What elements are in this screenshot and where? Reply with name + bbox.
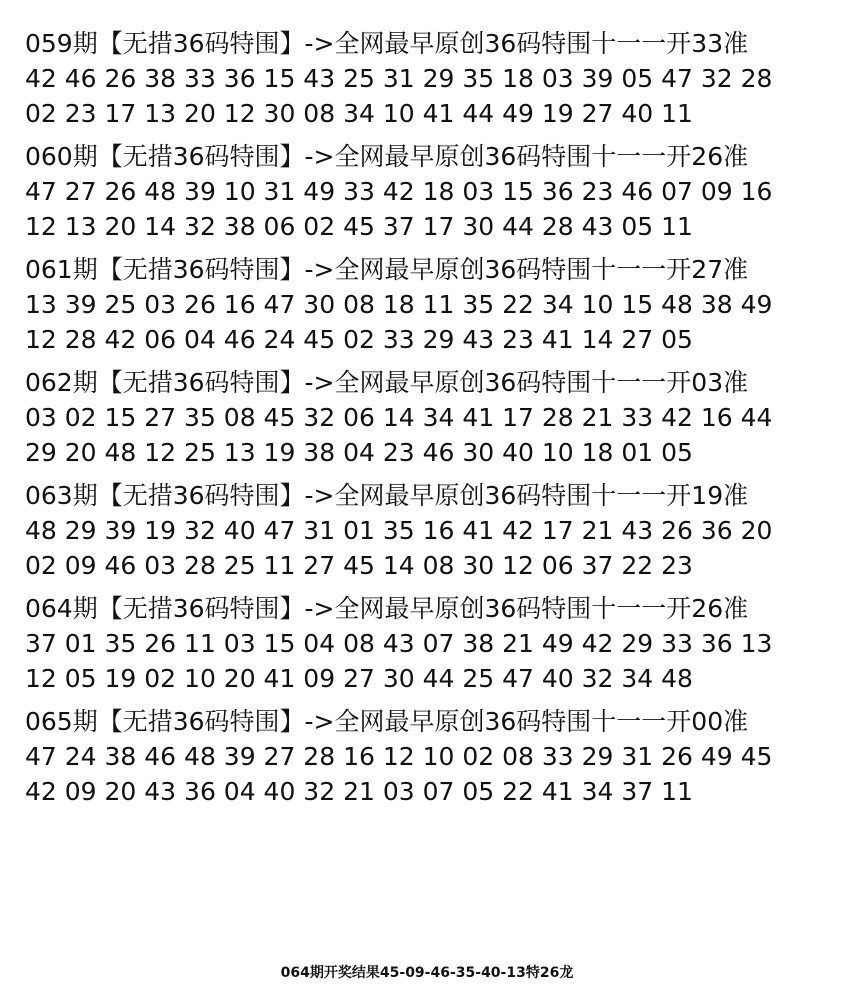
number-row: 48 29 39 19 32 40 47 31 01 35 16 41 42 17 21 43 26 36 20 [25, 516, 773, 545]
period-block-059 [25, 26, 825, 131]
period-header: 064期【无措36码特围】->全网最早原创36码特围十一一开26准 [25, 594, 749, 623]
draw-result: 064期开奖结果45-09-46-35-40-13特26龙 [280, 965, 574, 981]
number-row: 47 27 26 48 39 10 31 49 33 42 18 03 15 36 23 46 07 09 16 [25, 177, 773, 206]
period-header: 063期【无措36码特围】->全网最早原创36码特围十一一开19准 [25, 481, 749, 510]
number-row: 12 13 20 14 32 38 06 02 45 37 17 30 44 28 43 05 11 [25, 212, 693, 241]
number-row: 42 46 26 38 33 36 15 43 25 31 29 35 18 03 39 05 47 32 28 [25, 64, 773, 93]
number-row: 03 02 15 27 35 08 45 32 06 14 34 41 17 28 21 33 42 16 44 [25, 403, 773, 432]
number-row: 29 20 48 12 25 13 19 38 04 23 46 30 40 10 18 01 05 [25, 438, 693, 467]
number-row: 02 23 17 13 20 12 30 08 34 10 41 44 49 19 27 40 11 [25, 99, 693, 128]
number-row: 12 28 42 06 04 46 24 45 02 33 29 43 23 41 14 27 05 [25, 325, 693, 354]
number-row: 37 01 35 26 11 03 15 04 08 43 07 38 21 49 42 29 33 36 13 [25, 629, 773, 658]
number-row: 02 09 46 03 28 25 11 27 45 14 08 30 12 06 37 22 23 [25, 551, 693, 580]
period-header: 061期【无措36码特围】->全网最早原创36码特围十一一开27准 [25, 255, 749, 284]
number-row: 42 09 20 43 36 04 40 32 21 03 07 05 22 41 34 37 11 [25, 777, 693, 806]
prediction-list [25, 26, 825, 817]
period-block-065 [25, 704, 825, 809]
period-block-064 [25, 591, 825, 696]
period-header: 059期【无措36码特围】->全网最早原创36码特围十一一开33准 [25, 29, 749, 58]
number-row: 13 39 25 03 26 16 47 30 08 18 11 35 22 34 10 15 48 38 49 [25, 290, 773, 319]
period-header: 065期【无措36码特围】->全网最早原创36码特围十一一开00准 [25, 707, 749, 736]
period-header: 062期【无措36码特围】->全网最早原创36码特围十一一开03准 [25, 368, 749, 397]
period-block-063 [25, 478, 825, 583]
period-block-061 [25, 252, 825, 357]
number-row: 12 05 19 02 10 20 41 09 27 30 44 25 47 40 32 34 48 [25, 664, 693, 693]
period-block-060 [25, 139, 825, 244]
period-header: 060期【无措36码特围】->全网最早原创36码特围十一一开26准 [25, 142, 749, 171]
period-block-062 [25, 365, 825, 470]
number-row: 47 24 38 46 48 39 27 28 16 12 10 02 08 33 29 31 26 49 45 [25, 742, 773, 771]
